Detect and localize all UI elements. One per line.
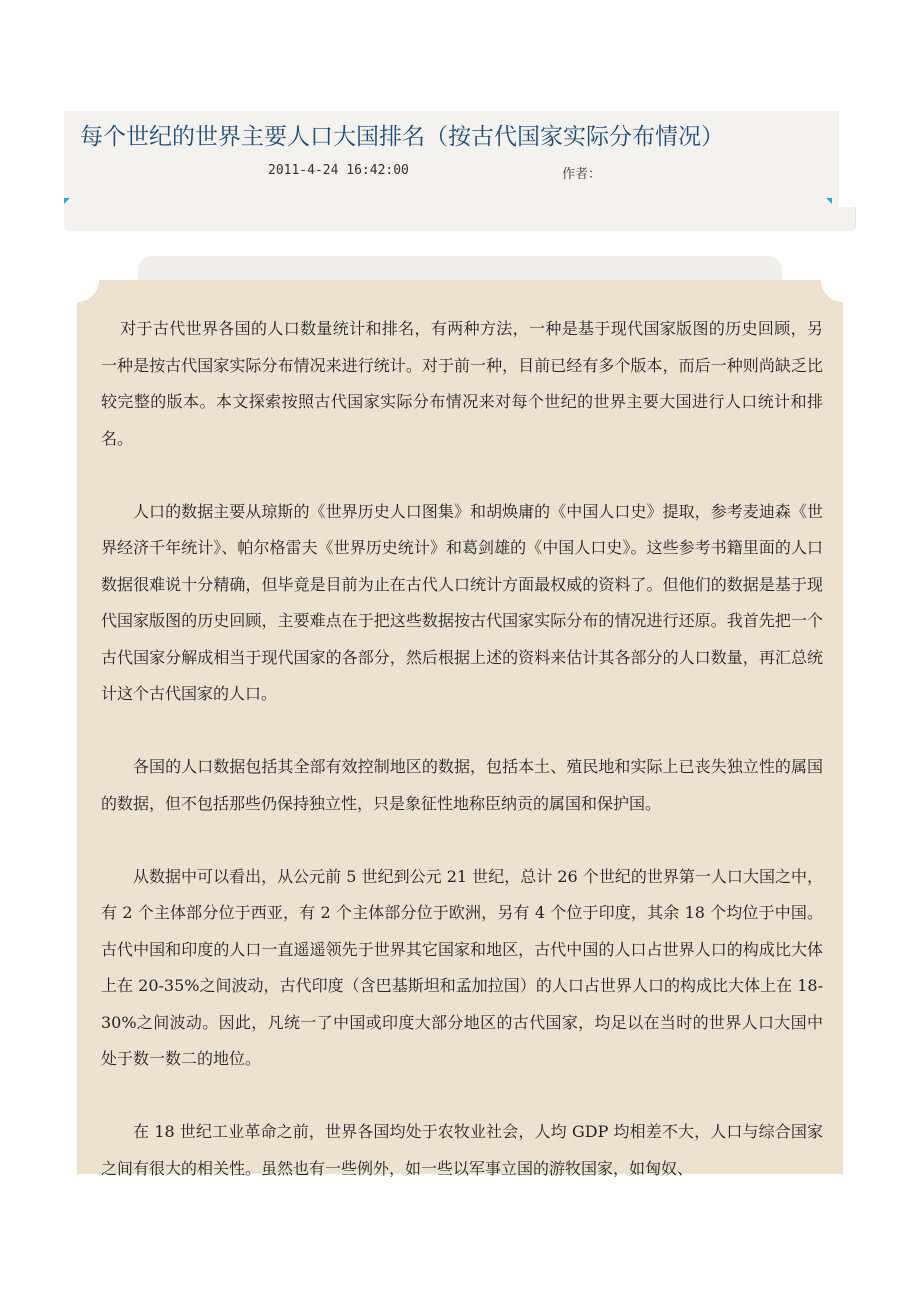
article-date: 2011-4-24 16:42:00 xyxy=(268,163,409,178)
paragraph: 在 18 世纪工业革命之前，世界各国均处于农牧业社会，人均 GDP 均相差不大，人口与综合国家之间有很大的相关性。虽然也有一些例外，如一些以军事立国的游牧国家，如匈奴、 xyxy=(101,1122,823,1178)
article-author-label: 作者： xyxy=(562,167,602,182)
article-header-bottom xyxy=(64,207,856,231)
header-corner-right xyxy=(826,198,832,204)
article-title: 每个世纪的世界主要人口大国排名（按古代国家实际分布情况） xyxy=(80,124,724,150)
header-corner-left xyxy=(64,198,70,204)
paragraph: 从数据中可以看出，从公元前 5 世纪到公元 21 世纪，总计 26 个世纪的世界第一人口大国之中，有 2 个主体部分位于西亚，有 2 个主体部分位于欧洲，另有 4 个位于印度，其余 18 个均位于中国。古代中国和印度的人口一直遥遥领先于世界其它国家和地区，古代中国的人口占世界人口的构成比大体上在 20-35%之间波动，古代印度（含巴基斯坦和孟加拉国）的人口占世界人口的构成比大体上在 18-30%之间波动。因此，凡统一了中国或印度大部分地区的古代国家，均足以在当时的世界人口大国中处于数一数二的地位。 xyxy=(101,866,823,1068)
paragraph: 对于古代世界各国的人口数量统计和排名，有两种方法，一种是基于现代国家版图的历史回顾，另一种是按古代国家实际分布情况来进行统计。对于前一种，目前已经有多个版本，而后一种则尚缺乏比较完整的版本。本文探索按照古代国家实际分布情况来对每个世纪的世界主要大国进行人口统计和排名。 xyxy=(101,319,823,448)
paragraph: 人口的数据主要从琼斯的《世界历史人口图集》和胡焕庸的《中国人口史》提取，参考麦迪森《世界经济千年统计》、帕尔格雷夫《世界历史统计》和葛剑雄的《中国人口史》。这些参考书籍里面的人口数据很难说十分精确，但毕竟是目前为止在古代人口统计方面最权威的资料了。但他们的数据是基于现代国家版图的历史回顾，主要难点在于把这些数据按古代国家实际分布的情况进行还原。我首先把一个古代国家分解成相当于现代国家的各部分，然后根据上述的资料来估计其各部分的人口数量，再汇总统计这个古代国家的人口。 xyxy=(101,501,823,703)
paragraph: 各国的人口数据包括其全部有效控制地区的数据，包括本土、殖民地和实际上已丧失独立性的属国的数据，但不包括那些仍保持独立性，只是象征性地称臣纳贡的属国和保护国。 xyxy=(101,757,823,813)
article-body xyxy=(101,311,823,1224)
